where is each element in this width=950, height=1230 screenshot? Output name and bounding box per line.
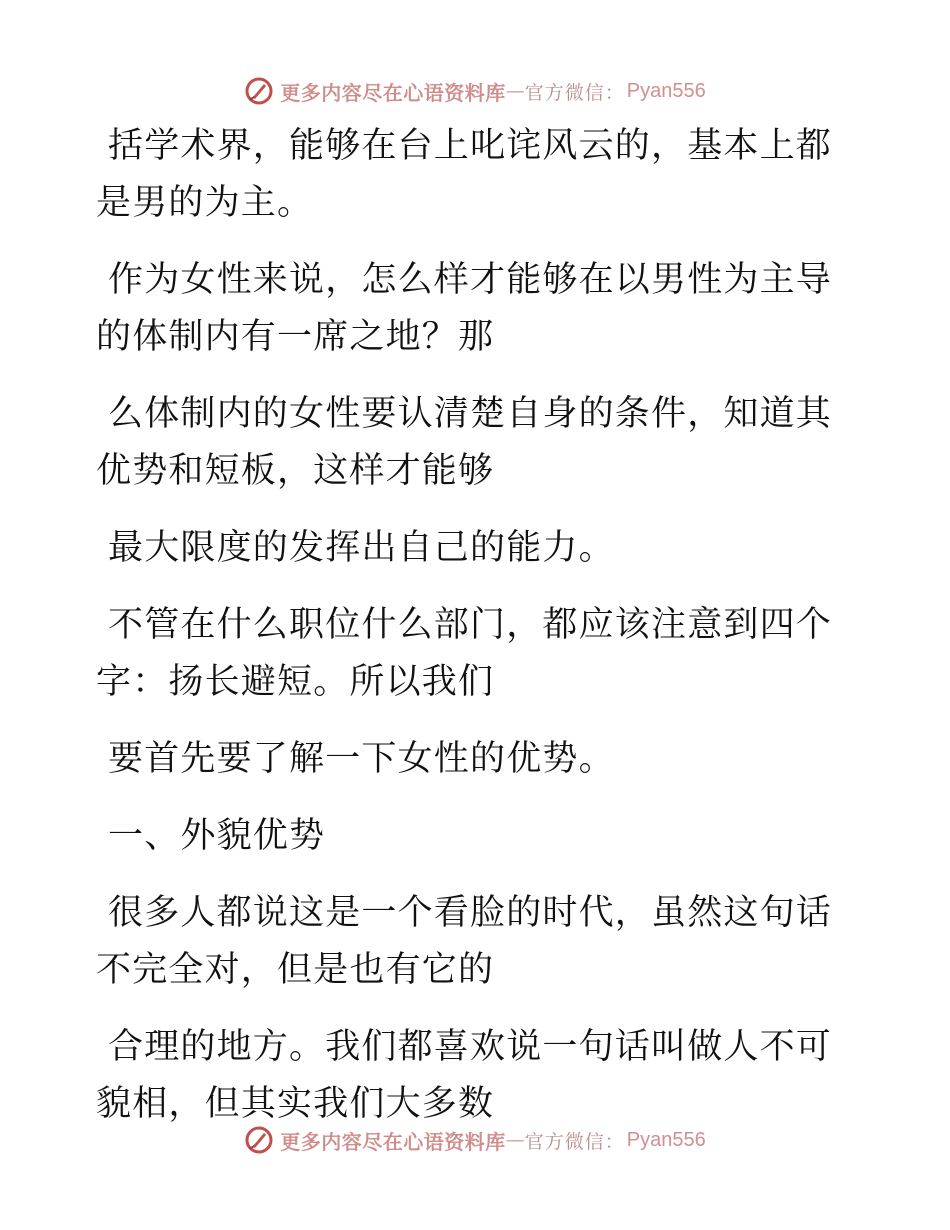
paragraph: 作为女性来说，怎么样才能够在以男性为主导的体制内有一席之地？那	[96, 260, 833, 357]
header-separator: —	[505, 80, 525, 102]
paragraph: 括学术界，能够在台上叱诧风云的，基本上都是男的为主。	[96, 126, 833, 223]
footer-separator: —	[505, 1129, 525, 1151]
header-banner	[0, 71, 950, 111]
footer-site-text: 更多内容尽在心语资料库	[280, 1129, 506, 1154]
paragraph: 要首先要了解一下女性的优势。	[108, 739, 615, 779]
section-heading: 一、外貌优势	[108, 816, 326, 856]
paragraph: 合理的地方。我们都喜欢说一句话叫做人不可貌相，但其实我们大多数	[96, 1027, 833, 1124]
quill-swirl-logo-icon	[244, 76, 274, 106]
header-wechat-id: Pyan556	[626, 79, 706, 102]
paragraph: 么体制内的女性要认清楚自身的条件，知道其优势和短板，这样才能够	[96, 394, 833, 491]
paragraph: 最大限度的发挥出自己的能力。	[108, 528, 615, 568]
quill-swirl-logo-icon	[244, 1125, 274, 1155]
paragraph: 很多人都说这是一个看脸的时代，虽然这句话不完全对，但是也有它的	[96, 893, 833, 990]
footer-wechat-label: 官方微信：	[524, 1130, 625, 1153]
header-wechat-label: 官方微信：	[524, 81, 625, 104]
document-body	[96, 118, 836, 1153]
footer-banner	[0, 1120, 950, 1160]
paragraph: 不管在什么职位什么部门，都应该注意到四个字：扬长避短。所以我们	[96, 605, 833, 702]
header-site-text: 更多内容尽在心语资料库	[280, 80, 506, 105]
footer-wechat-id: Pyan556	[626, 1128, 706, 1151]
